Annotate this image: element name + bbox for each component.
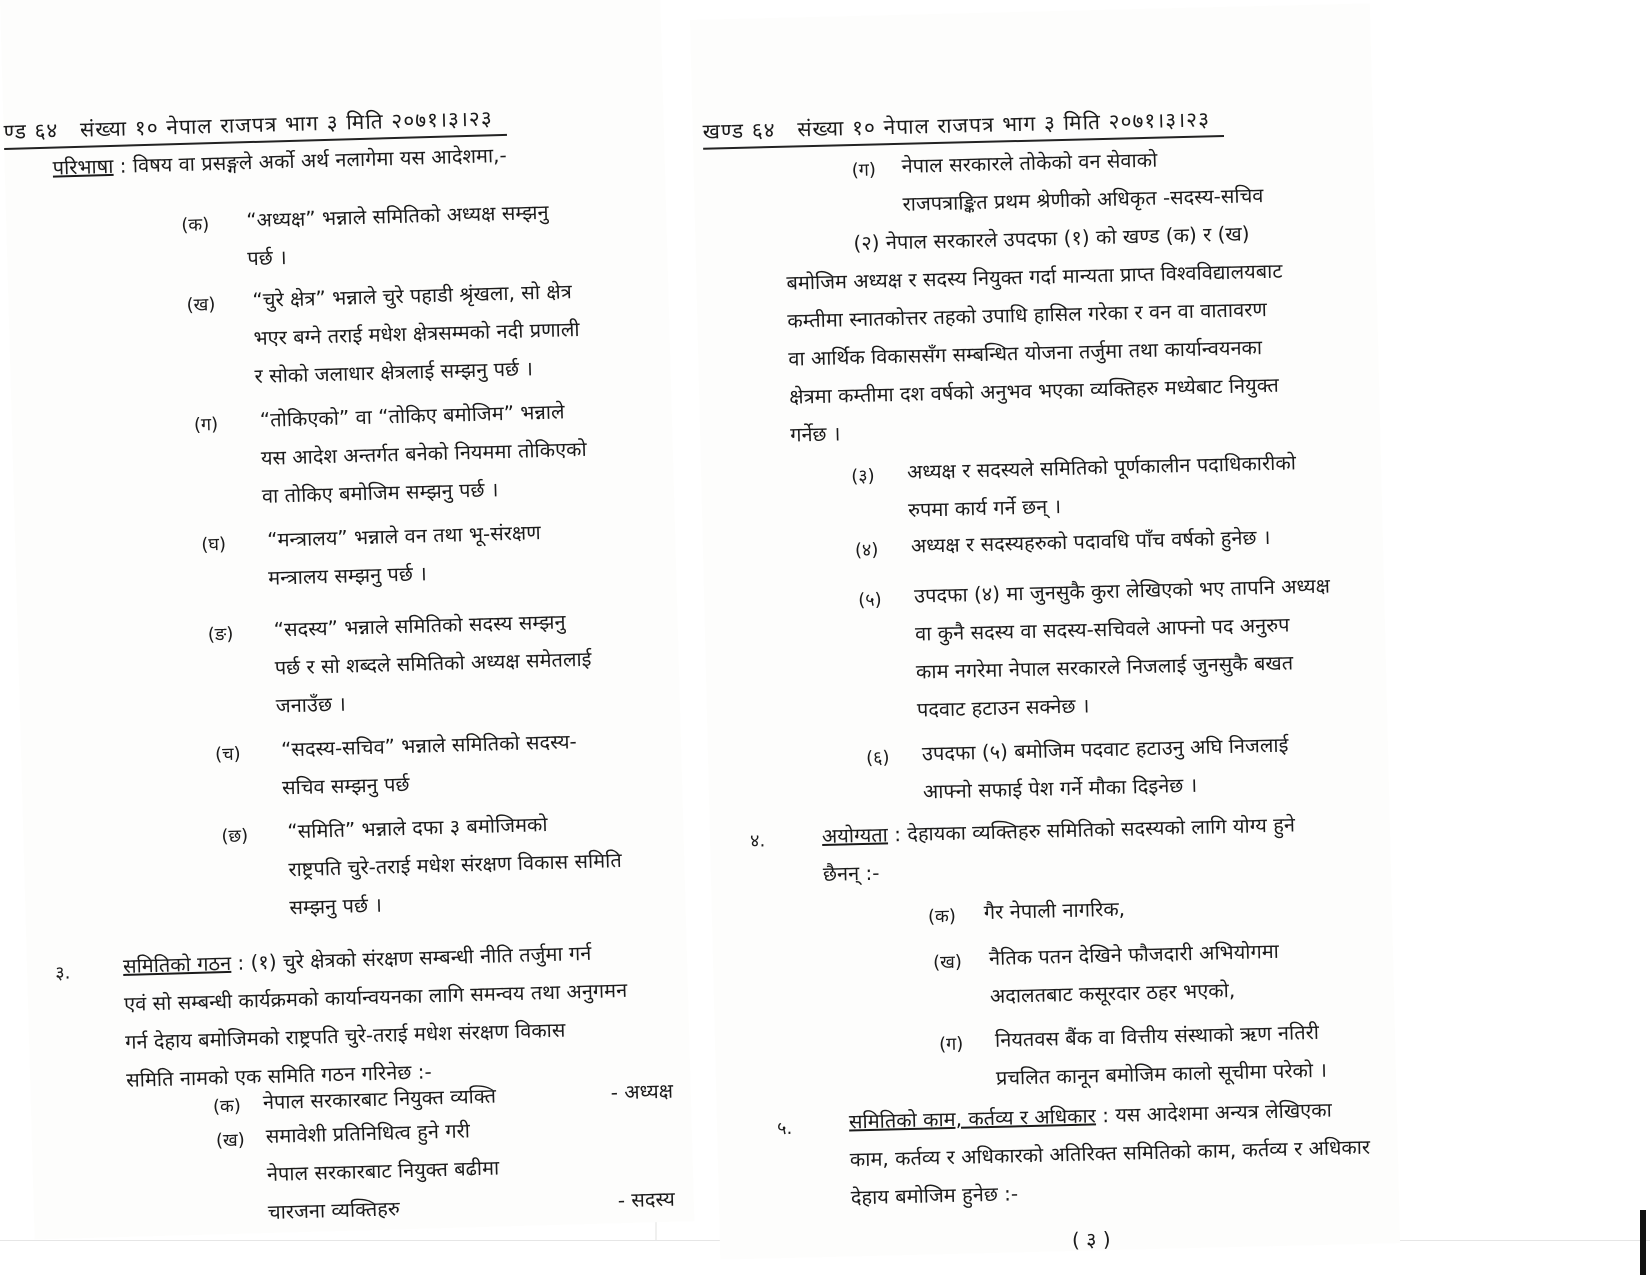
member-line: नेपाल सरकारबाट नियुक्त व्यक्ति	[262, 1083, 497, 1115]
section-number: ५.	[776, 1117, 793, 1140]
section-3-line: समिति नामको एक समिति गठन गरिनेछ :-	[125, 1059, 432, 1092]
paragraph-line: क्षेत्रमा कम्तीमा दश वर्षको अनुभव भएका व्यक्तिहरु मध्येबाट नियुक्त	[788, 372, 1280, 409]
section-3-title: समितिको गठन	[122, 950, 232, 978]
sub-clause-mark: (४)	[854, 539, 879, 562]
section-5-line-text: : यस आदेशमा अन्यत्र लेखिएका	[1095, 1097, 1333, 1128]
definition-line: भएर बग्ने तराई मधेश क्षेत्रसम्मको नदी प्रणाली	[253, 316, 580, 351]
sub-clause-mark: (६)	[865, 747, 890, 769]
item-line: नियतवस बैंक वा वित्तीय संस्थाको ऋण नतिरी	[994, 1019, 1320, 1052]
definition-mark: (च)	[214, 743, 241, 766]
section-3-line: गर्न देहाय बमोजिमको राष्ट्रपति चुरे-तराई मधेश संरक्षण विकास	[124, 1017, 566, 1054]
definition-line: मन्त्रालय सम्झनु पर्छ ।	[267, 561, 428, 590]
section-3-line: एवं सो सम्बन्धी कार्यक्रमको कार्यान्वयनका लागि समन्वय तथा अनुगमन	[123, 977, 628, 1016]
item-mark: (ग)	[938, 1033, 964, 1056]
member-line: समावेशी प्रतिनिधित्व हुने गरी	[265, 1118, 471, 1149]
left-page	[0, 0, 694, 1240]
paragraph-line: कम्तीमा स्नातकोत्तर तहको उपाधि हासिल गरेका र वन वा वातावरण	[787, 296, 1268, 333]
paragraph-line: (२) नेपाल सरकारले उपदफा (१) को खण्ड (क) र (ख)	[853, 221, 1250, 256]
item-line: नैतिक पतन देखिने फौजदारी अभियोगमा	[988, 938, 1280, 970]
definition-line: यस आदेश अन्तर्गत बनेको नियममा तोकिएको	[260, 436, 587, 470]
definition-mark: (क)	[181, 214, 210, 237]
definition-line: “सदस्य-सचिव” भन्नाले समितिको सदस्य-	[280, 729, 578, 762]
sub-clause-line: उपदफा (५) बमोजिम पदवाट हटाउनु अघि निजलाई	[921, 732, 1289, 766]
definition-line: जनाउँछ ।	[275, 691, 347, 718]
sub-clause-line: आफ्नो सफाई पेश गर्ने मौका दिइनेछ ।	[922, 772, 1198, 804]
member-mark: (क)	[212, 1095, 242, 1118]
definition-line: “अध्यक्ष” भन्नाले समितिको अध्यक्ष सम्झनु	[245, 199, 549, 233]
item-line: अदालतबाट कसूरदार ठहर भएको,	[989, 977, 1236, 1008]
definitions-intro: : विषय वा प्रसङ्गले अर्को अर्थ नलागेमा यस आदेशमा,-	[113, 142, 508, 178]
sub-clause-mark: (३)	[850, 465, 875, 488]
section-4-title: अयोग्यता	[821, 822, 889, 849]
page-number: ( ३ )	[1071, 1227, 1111, 1253]
definition-mark: (छ)	[221, 825, 249, 848]
member-line: राजपत्राङ्कित प्रथम श्रेणीको अधिकृत -सदस्य-सचिव	[902, 183, 1264, 216]
definition-line: पर्छ ।	[246, 245, 287, 271]
definition-line: पर्छ र सो शब्दले समितिको अध्यक्ष समेतलाई	[274, 646, 592, 680]
section-5-line: काम, कर्तव्य र अधिकारको अतिरिक्त समितिको काम, कर्तव्य र अधिकार	[849, 1134, 1371, 1172]
member-role: - अध्यक्ष	[610, 1078, 674, 1105]
sub-clause-line: उपदफा (४) मा जुनसुकै कुरा लेखिएको भए तापनि अध्यक्ष	[913, 573, 1331, 608]
sub-clause-line: अध्यक्ष र सदस्यले समितिको पूर्णकालीन पदाधिकारीको	[906, 450, 1297, 484]
sub-clause-line: वा कुनै सदस्य वा सदस्य-सचिवले आफ्नो पद अनुरुप	[914, 612, 1290, 646]
sub-clause-mark: (५)	[857, 589, 882, 612]
definition-line: राष्ट्रपति चुरे-तराई मधेश संरक्षण विकास समिति	[288, 847, 622, 882]
paragraph-line: बमोजिम अध्यक्ष र सदस्य नियुक्त गर्दा मान्यता प्राप्त विश्वविद्यालयबाट	[786, 258, 1283, 295]
definition-mark: (ङ)	[207, 623, 234, 646]
definition-line: “समिति” भन्नाले दफा ३ बमोजिमको	[286, 812, 548, 844]
sub-clause-line: अध्यक्ष र सदस्यहरुको पदावधि पाँच वर्षको हुनेछ ।	[910, 524, 1271, 558]
section-5-line: देहाय बमोजिम हुनेछ :-	[850, 1181, 1019, 1210]
sub-clause-line: रुपमा कार्य गर्ने छन् ।	[907, 494, 1062, 522]
sub-clause-line: काम नगरेमा नेपाल सरकारले निजलाई जुनसुकै बखत	[915, 650, 1294, 684]
section-5-title: समितिको काम, कर्तव्य र अधिकार	[848, 1103, 1097, 1134]
member-role: - सदस्य	[617, 1186, 676, 1213]
item-line: गैर नेपाली नागरिक,	[983, 896, 1126, 925]
section-3-line-text: : (१) चुरे क्षेत्रको संरक्षण सम्बन्धी नीति तर्जुमा गर्न	[230, 940, 592, 975]
definition-line: “चुरे क्षेत्र” भन्नाले चुरे पहाडी श्रृंखला, सो क्षेत्र	[252, 279, 572, 313]
definition-mark: (घ)	[201, 533, 227, 556]
section-4-line	[822, 805, 1296, 855]
sub-clause-line: पदवाट हटाउन सक्नेछ ।	[916, 693, 1090, 722]
item-mark: (ख)	[932, 951, 963, 974]
left-header-khanda: ण्ड ६४	[3, 118, 59, 144]
section-4-line-text: : देहायका व्यक्तिहरु समितिको सदस्यको लागि योग्य हुने	[887, 812, 1296, 847]
member-mark: (ग)	[851, 159, 877, 182]
right-header-khanda: खण्ड ६४	[702, 117, 776, 144]
right-page	[690, 3, 1400, 1259]
scan-corner-mark	[1640, 1210, 1646, 1275]
left-header-sankhya: संख्या १० नेपाल राजपत्र भाग ३ मिति २०७१।३।२३	[79, 106, 494, 142]
member-mark: (ख)	[215, 1129, 246, 1152]
definition-line: सम्झनु पर्छ ।	[289, 892, 383, 920]
definition-mark: (ख)	[186, 294, 216, 316]
section-4-line: छैनन् :-	[822, 860, 880, 887]
definition-line: “तोकिएको” वा “तोकिए बमोजिम” भन्नाले	[259, 399, 565, 432]
definition-line: “सदस्य” भन्नाले समितिको सदस्य सम्झनु	[273, 609, 566, 642]
section-number: ३.	[54, 962, 71, 984]
definition-line: सचिव सम्झनु पर्छ	[281, 771, 410, 800]
definition-mark: (ग)	[193, 414, 219, 436]
paragraph-line: वा आर्थिक विकाससँग सम्बन्धित योजना तर्जुमा तथा कार्यान्वयनका	[788, 335, 1263, 371]
item-mark: (क)	[927, 905, 957, 928]
right-header-sankhya: संख्या १० नेपाल राजपत्र भाग ३ मिति २०७१।३।२३	[797, 107, 1211, 142]
item-line: प्रचलित कानून बमोजिम कालो सूचीमा परेको ।	[995, 1057, 1328, 1090]
definition-line: र सोको जलाधार क्षेत्रलाई सम्झनु पर्छ ।	[254, 356, 534, 389]
member-line: नेपाल सरकारबाट नियुक्त बढीमा	[266, 1155, 500, 1187]
section-number: ४.	[749, 830, 766, 852]
member-line: चारजना व्यक्तिहरु	[267, 1196, 401, 1224]
definition-line: “मन्त्रालय” भन्नाले वन तथा भू-संरक्षण	[266, 520, 541, 552]
paragraph-line: गर्नेछ ।	[789, 421, 841, 447]
definitions-title: परिभाषा	[52, 153, 114, 180]
member-line: नेपाल सरकारले तोकेको वन सेवाको	[901, 147, 1158, 178]
definition-line: वा तोकिए बमोजिम सम्झनु पर्छ ।	[261, 477, 499, 508]
